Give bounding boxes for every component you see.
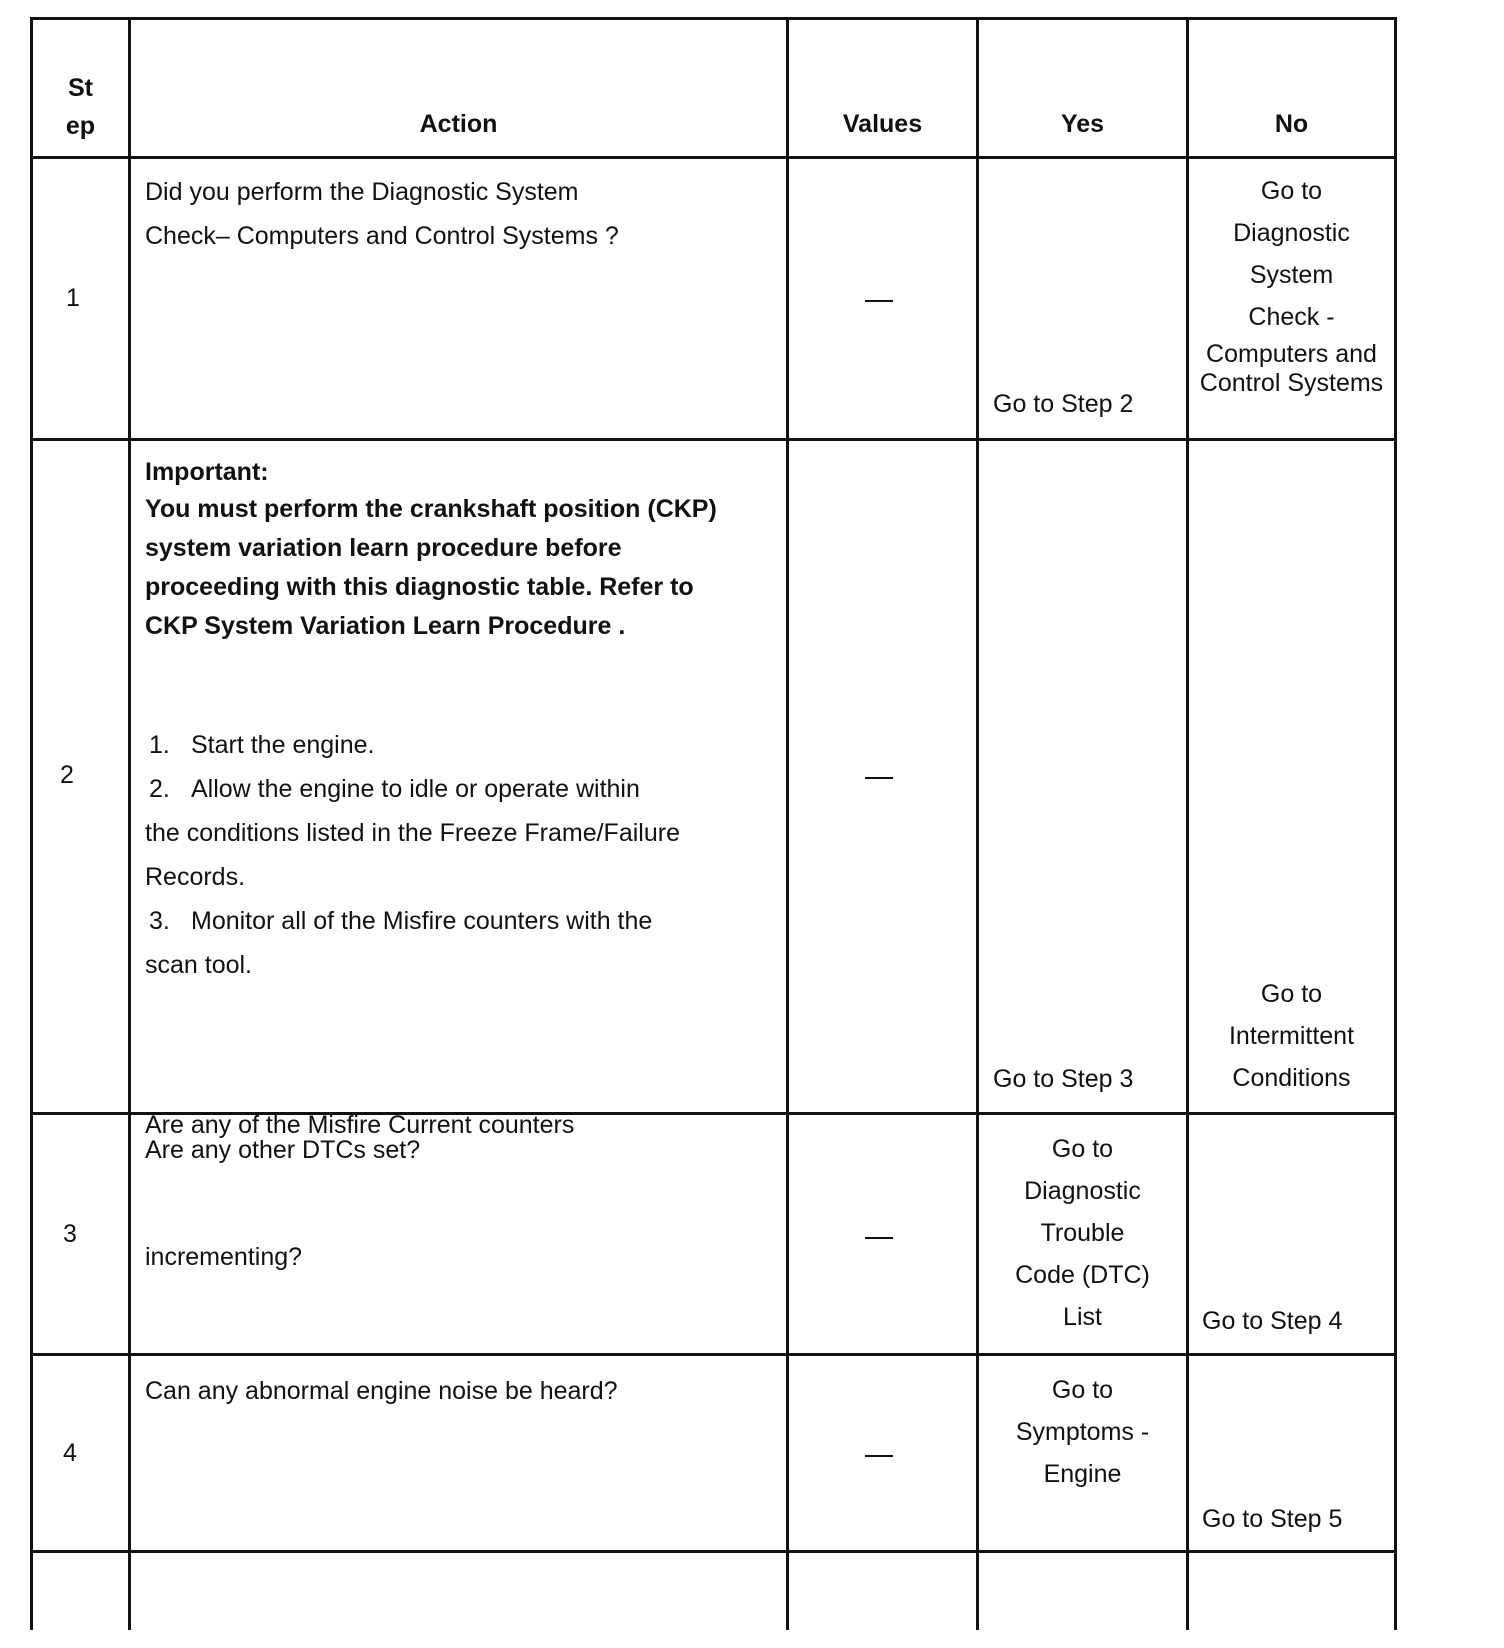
list-text: Start the engine. (191, 731, 375, 759)
diagnostic-table (30, 17, 1468, 1630)
grid-line (786, 17, 789, 1630)
no-link[interactable] (1189, 170, 1394, 398)
list-text: Allow the engine to idle or operate within (191, 775, 640, 803)
header-step-line: St (68, 74, 93, 102)
header-step-line: ep (65, 112, 96, 140)
list-item (145, 943, 785, 987)
important-label: Important: (145, 458, 269, 486)
yes-line: Go to (1051, 1135, 1114, 1163)
no-line: Go to (1260, 177, 1323, 205)
important-line: proceeding with this diagnostic table. Refer to (145, 573, 694, 601)
header-no: No (1274, 110, 1309, 138)
list-item (145, 723, 785, 767)
important-line: You must perform the crankshaft position (CKP) (145, 495, 717, 523)
header-step (33, 69, 128, 145)
list-item (145, 767, 785, 811)
grid-line (30, 1550, 1397, 1553)
no-line: Intermittent (1228, 1022, 1355, 1050)
no-line: Go to (1260, 980, 1323, 1008)
procedure-list (145, 723, 785, 987)
no-line: Control Systems (1199, 369, 1384, 397)
value-dash (865, 1237, 893, 1239)
no-line: Check - (1248, 303, 1335, 331)
grid-line (30, 17, 1397, 20)
grid-line (1394, 17, 1397, 1630)
list-item (145, 899, 785, 943)
important-line: system variation learn procedure before (145, 534, 622, 562)
action-text: Can any abnormal engine noise be heard? (145, 1377, 618, 1405)
list-number: 1. (149, 731, 170, 759)
yes-line: Code (DTC) (1015, 1261, 1150, 1289)
yes-link[interactable] (979, 1128, 1186, 1338)
no-line: Conditions (1232, 1064, 1351, 1092)
action-text: Are any other DTCs set? (145, 1136, 421, 1164)
no-line: Diagnostic (1233, 219, 1350, 247)
no-line: System (1249, 261, 1334, 289)
list-item (145, 811, 785, 855)
list-text: Monitor all of the Misfire counters with the (191, 907, 653, 935)
step-number: 2 (60, 761, 74, 789)
list-item (145, 855, 785, 899)
header-values: Values (842, 110, 923, 138)
yes-line: Symptoms - (1015, 1418, 1150, 1446)
no-line: Computers and (1206, 340, 1377, 368)
action-text (145, 170, 775, 258)
no-link[interactable]: Go to Step 5 (1202, 1505, 1343, 1533)
yes-line: List (1063, 1303, 1102, 1331)
list-number: 3. (149, 907, 170, 935)
step-number: 1 (66, 284, 80, 312)
question-line: Are any of the Misfire Current counters (145, 1111, 575, 1139)
question-text (145, 1015, 785, 1367)
important-line: CKP System Variation Learn Procedure . (145, 612, 626, 640)
header-action: Action (419, 110, 498, 138)
list-number: 2. (149, 775, 170, 803)
list-text: scan tool. (145, 951, 253, 979)
step-number: 3 (63, 1220, 77, 1248)
yes-line: Diagnostic (1024, 1177, 1141, 1205)
value-dash (865, 300, 893, 302)
grid-line (30, 17, 33, 1630)
value-dash (865, 777, 893, 779)
action-line: Check– Computers and Control Systems ? (145, 222, 619, 250)
grid-line (30, 438, 1397, 441)
grid-line (128, 17, 131, 1630)
yes-link[interactable]: Go to Step 3 (993, 1065, 1134, 1093)
list-text: the conditions listed in the Freeze Frame/Failure (145, 819, 680, 847)
list-text: Records. (145, 863, 246, 891)
yes-line: Engine (1043, 1460, 1122, 1488)
no-link[interactable]: Go to Step 4 (1202, 1307, 1343, 1335)
no-link[interactable] (1189, 973, 1394, 1099)
important-note (145, 454, 785, 646)
step-number: 4 (63, 1439, 77, 1467)
header-yes: Yes (1060, 110, 1105, 138)
action-line: Did you perform the Diagnostic System (145, 178, 579, 206)
question-line: incrementing? (145, 1243, 303, 1271)
grid-line (30, 156, 1397, 159)
yes-line: Trouble (1040, 1219, 1125, 1247)
yes-link[interactable]: Go to Step 2 (993, 390, 1134, 418)
value-dash (865, 1455, 893, 1457)
yes-line: Go to (1051, 1376, 1114, 1404)
yes-link[interactable] (979, 1369, 1186, 1495)
